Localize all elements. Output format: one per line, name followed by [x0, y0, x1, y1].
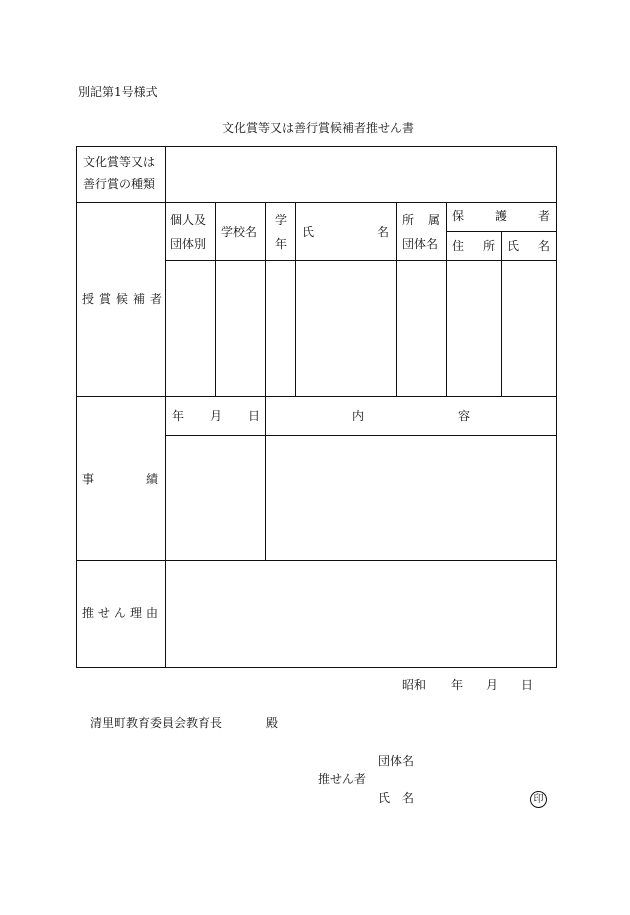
form-number: 別記第1号様式	[78, 85, 158, 99]
guardian-name-header	[507, 240, 550, 252]
achievements-char2: 績	[145, 472, 158, 486]
guardian-right: 者	[537, 209, 550, 223]
col-individual-line2: 団体別	[170, 237, 207, 251]
reason-label: 推せん理由	[82, 606, 163, 620]
guardian-name-right: 名	[537, 239, 550, 253]
form-title: 文化賞等又は善行賞候補者推せん書	[222, 121, 415, 135]
org-name-label: 団体名	[378, 754, 415, 768]
guardian-name-left: 氏	[507, 239, 520, 253]
col-grade-line2: 年	[275, 237, 288, 251]
guardian-header	[452, 210, 550, 222]
achievements-label	[82, 473, 158, 485]
content-header	[352, 410, 470, 422]
seal-mark: 印	[530, 791, 547, 808]
guardian-mid: 護	[494, 209, 507, 223]
achievements-char1: 事	[82, 472, 95, 486]
award-type-label-line1: 文化賞等又は	[83, 155, 156, 169]
col-affiliation-char1: 所	[402, 213, 415, 227]
footer-date-month: 月	[486, 678, 499, 692]
date-day-label: 日	[247, 409, 260, 423]
content-right: 容	[457, 409, 470, 423]
date-year-label: 年	[172, 409, 185, 423]
col-name-header	[302, 226, 389, 238]
guardian-left: 保	[452, 209, 465, 223]
name-label	[378, 792, 414, 804]
award-type-label-line2: 善行賞の種類	[83, 177, 156, 191]
table-outer-border	[77, 147, 557, 668]
candidate-label: 授賞候補者	[82, 292, 168, 306]
content-left: 内	[352, 409, 365, 423]
col-grade-line1: 学	[275, 213, 288, 227]
date-header	[172, 410, 260, 422]
col-affiliation-char2: 属	[427, 213, 440, 227]
col-name-right: 名	[376, 225, 389, 239]
honorific: 殿	[266, 716, 279, 730]
footer-date-year: 年	[451, 678, 464, 692]
guardian-address-right: 所	[482, 239, 495, 253]
guardian-address-header	[452, 240, 495, 252]
recommender-label: 推せん者	[318, 772, 367, 786]
guardian-address-left: 住	[452, 239, 465, 253]
name-left: 氏	[378, 791, 391, 805]
col-affiliation-line2: 団体名	[402, 237, 439, 251]
addressee: 清里町教育委員会教育長	[90, 716, 223, 730]
footer-date-day: 日	[521, 678, 534, 692]
name-right: 名	[401, 791, 414, 805]
col-individual-line1: 個人及	[170, 213, 207, 227]
date-era: 昭和	[402, 678, 427, 692]
col-affiliation-line1	[402, 214, 440, 226]
col-school: 学校名	[221, 225, 258, 239]
col-name-left: 氏	[302, 225, 315, 239]
date-month-label: 月	[209, 409, 222, 423]
